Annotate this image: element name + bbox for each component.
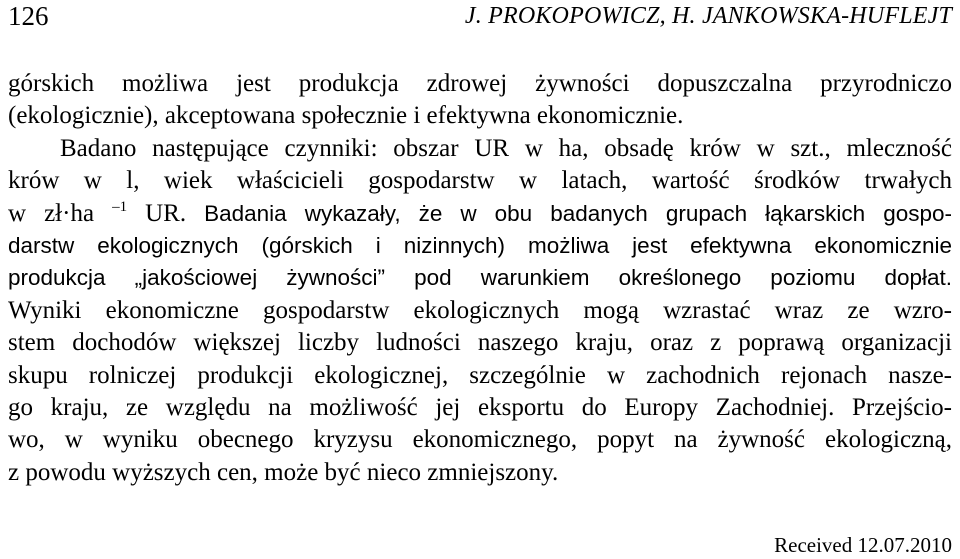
text-line: go kraju, ze względu na możliwość jej eksportu do Europy Zachodniej. Przejścio- <box>8 393 952 421</box>
text-fragment: Badania wykazały, że w obu badanych grupach łąkarskich gospo- <box>204 200 953 226</box>
unit-text: w zł·ha <box>8 199 95 227</box>
text-line: wo, w wyniku obecnego kryzysu ekonomicznego, popyt na żywność ekologiczną, <box>8 426 952 454</box>
text-line: produkcja „jakościowej żywności” pod warunkiem określonego poziomu dopłat. <box>8 265 952 291</box>
page-header <box>8 0 952 40</box>
text-line: z powodu wyższych cen, może być nieco zmniejszony. <box>8 458 559 486</box>
text-line: Badano następujące czynniki: obszar UR w ha, obsadę krów w szt., mleczność <box>60 134 952 162</box>
body-text <box>8 68 952 489</box>
text-line-mixed <box>8 198 952 230</box>
page-number: 126 <box>8 1 49 31</box>
text-line: darstw ekologicznych (górskich i nizinnych) możliwa jest efektywna ekonomicznie <box>8 232 952 258</box>
received-date: Received 12.07.2010 <box>774 533 952 557</box>
text-line: (ekologicznie), akceptowana społecznie i efektywna ekonomicznie. <box>8 102 684 130</box>
text-line: górskich możliwa jest produkcja zdrowej żywności dopuszczalna przyrodniczo <box>8 70 952 97</box>
running-head: J. PROKOPOWICZ, H. JANKOWSKA-HUFLEJT <box>464 3 952 29</box>
text-line: stem dochodów większej liczby ludności naszego kraju, oraz z poprawą organizacji <box>8 329 952 357</box>
text-line: skupu rolniczej produkcji ekologicznej, szczególnie w zachodnich rejonach nasze- <box>8 361 952 389</box>
unit-text: UR. <box>145 199 187 227</box>
text-line: krów w l, wiek właścicieli gospodarstw w latach, wartość środków trwałych <box>8 167 952 195</box>
text-line: Wyniki ekonomiczne gospodarstw ekologicznych mogą wzrastać wraz ze wzro- <box>8 296 952 324</box>
unit-superscript: –1 <box>112 198 128 215</box>
